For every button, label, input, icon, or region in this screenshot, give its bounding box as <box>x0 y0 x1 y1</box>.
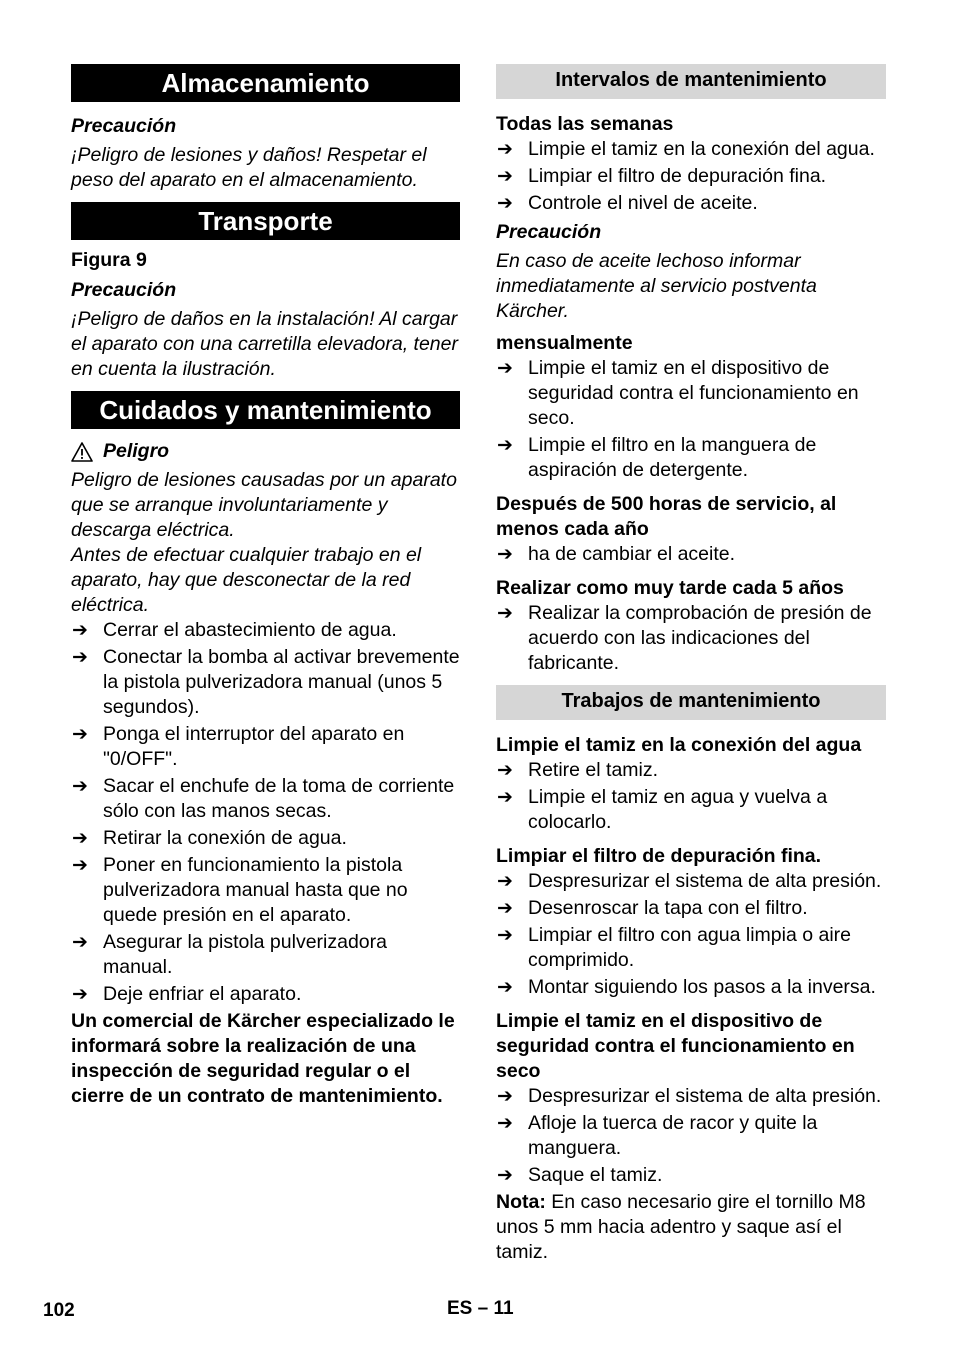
maintenance-contract-note: Un comercial de Kärcher especializado le informará sobre la realización de una inspección de seguridad regular o el cierre de un contrato de mantenimiento. <box>71 1010 455 1107</box>
heading-trabajos: Trabajos de mantenimiento <box>496 685 886 720</box>
list-item: ➔ Poner en funcionamiento la pistola pulverizadora manual hasta que no quede presión en el aparato. <box>72 854 408 926</box>
list-item: ➔ Controle el nivel de aceite. <box>497 192 758 214</box>
arrow-right-icon: ➔ <box>497 1086 513 1107</box>
language-code: ES <box>447 1298 473 1319</box>
subheading-tamiz: Limpie el tamiz en la conexión del agua <box>496 734 862 756</box>
list-item: ➔ Limpie el tamiz en el dispositivo de seguridad contra el funcionamiento en seco. <box>497 357 859 429</box>
arrow-right-icon: ➔ <box>72 984 88 1005</box>
page-footer-label <box>447 1296 514 1321</box>
section-page: – 11 <box>477 1298 514 1319</box>
right-column <box>496 64 886 1265</box>
arrow-right-icon: ➔ <box>497 977 513 998</box>
five-years-list <box>496 601 886 676</box>
list-item: ➔ Sacar el enchufe de la toma de corriente sólo con las manos secas. <box>72 775 455 822</box>
heading-intervalos: Intervalos de mantenimiento <box>496 64 886 99</box>
list-item: ➔ ha de cambiar el aceite. <box>497 543 736 565</box>
subheading-weekly: Todas las semanas <box>496 113 674 135</box>
arrow-right-icon: ➔ <box>497 139 513 160</box>
caution-text: ¡Peligro de lesiones y daños! Respetar el peso del aparato en el almacenamiento. <box>71 144 427 191</box>
list-item: ➔ Montar siguiendo los pasos a la inversa. <box>497 976 876 998</box>
subheading-500-hours: Después de 500 horas de servicio, al menos cada año <box>496 493 837 540</box>
danger-label-row <box>71 439 460 464</box>
list-item: ➔ Saque el tamiz. <box>497 1164 663 1186</box>
weekly-list <box>496 137 886 216</box>
safety-steps-list <box>71 618 460 1007</box>
caution-text: ¡Peligro de daños en la instalación! Al cargar el aparato con una carretilla elevadora, tener en cuenta la ilustración. <box>71 308 458 380</box>
danger-text: Antes de efectuar cualquier trabajo en el aparato, hay que desconectar de la red eléctrica. <box>71 544 422 616</box>
arrow-right-icon: ➔ <box>72 855 88 876</box>
arrow-right-icon: ➔ <box>497 1113 513 1134</box>
note-label: Nota: <box>496 1191 546 1213</box>
list-item: ➔ Realizar la comprobación de presión de acuerdo con las indicaciones del fabricante. <box>497 602 872 674</box>
page-number: 102 <box>43 1300 75 1321</box>
arrow-right-icon: ➔ <box>497 760 513 781</box>
list-item: ➔ Limpie el filtro en la manguera de aspiración de detergente. <box>497 434 817 481</box>
arrow-right-icon: ➔ <box>497 898 513 919</box>
subheading-seco: Limpie el tamiz en el dispositivo de seguridad contra el funcionamiento en seco <box>496 1010 855 1082</box>
arrow-right-icon: ➔ <box>497 871 513 892</box>
arrow-right-icon: ➔ <box>497 544 513 565</box>
arrow-right-icon: ➔ <box>72 932 88 953</box>
arrow-right-icon: ➔ <box>497 1165 513 1186</box>
list-item: ➔ Conectar la bomba al activar brevemente la pistola pulverizadora manual (unos 5 segundos). <box>72 646 460 718</box>
arrow-right-icon: ➔ <box>497 925 513 946</box>
arrow-right-icon: ➔ <box>72 620 88 641</box>
list-item: ➔ Deje enfriar el aparato. <box>72 983 302 1005</box>
arrow-right-icon: ➔ <box>497 603 513 624</box>
list-item: ➔ Limpiar el filtro de depuración fina. <box>497 165 827 187</box>
list-item: ➔ Retirar la conexión de agua. <box>72 827 347 849</box>
warning-triangle-icon <box>71 442 93 462</box>
list-item: ➔ Asegurar la pistola pulverizadora manual. <box>72 931 387 978</box>
list-item: ➔ Ponga el interruptor del aparato en "0/OFF". <box>72 723 405 770</box>
list-item: ➔ Retire el tamiz. <box>497 759 659 781</box>
after-500-list <box>496 542 886 567</box>
list-item: ➔ Afloje la tuerca de racor y quite la manguera. <box>497 1112 818 1159</box>
figure-reference: Figura 9 <box>71 249 147 271</box>
heading-transporte: Transporte <box>71 202 460 240</box>
caution-text: En caso de aceite lechoso informar inmediatamente al servicio postventa Kärcher. <box>496 250 817 322</box>
left-column <box>71 64 460 1109</box>
monthly-list <box>496 356 886 483</box>
filtro-list <box>496 869 886 1000</box>
list-item: ➔ Despresurizar el sistema de alta presión. <box>497 870 882 892</box>
danger-label: Peligro <box>103 440 170 462</box>
arrow-right-icon: ➔ <box>497 435 513 456</box>
caution-label: Precaución <box>496 221 602 243</box>
caution-label: Precaución <box>71 279 177 301</box>
list-item: ➔ Cerrar el abastecimiento de agua. <box>72 619 397 641</box>
list-item: ➔ Desenroscar la tapa con el filtro. <box>497 897 808 919</box>
list-item: ➔ Limpie el tamiz en agua y vuelva a colocarlo. <box>497 786 828 833</box>
arrow-right-icon: ➔ <box>72 776 88 797</box>
list-item: ➔ Limpiar el filtro con agua limpia o aire comprimido. <box>497 924 851 971</box>
arrow-right-icon: ➔ <box>72 647 88 668</box>
arrow-right-icon: ➔ <box>497 787 513 808</box>
heading-almacenamiento: Almacenamiento <box>71 64 460 102</box>
subheading-monthly: mensualmente <box>496 332 633 354</box>
subheading-filtro: Limpiar el filtro de depuración fina. <box>496 845 822 867</box>
arrow-right-icon: ➔ <box>72 724 88 745</box>
arrow-right-icon: ➔ <box>72 828 88 849</box>
subheading-5-years: Realizar como muy tarde cada 5 años <box>496 577 844 599</box>
tamiz-list <box>496 758 886 835</box>
arrow-right-icon: ➔ <box>497 166 513 187</box>
caution-label: Precaución <box>71 115 177 137</box>
seco-list <box>496 1084 886 1188</box>
arrow-right-icon: ➔ <box>497 193 513 214</box>
heading-cuidados: Cuidados y mantenimiento <box>71 391 460 429</box>
danger-text: Peligro de lesiones causadas por un aparato que se arranque involuntariamente y descarga eléctrica. <box>71 469 457 541</box>
note-text: En caso necesario gire el tornillo M8 unos 5 mm hacia adentro y saque así el tamiz. <box>496 1191 866 1263</box>
note-paragraph <box>496 1190 886 1265</box>
list-item: ➔ Limpie el tamiz en la conexión del agua. <box>497 138 875 160</box>
arrow-right-icon: ➔ <box>497 358 513 379</box>
list-item: ➔ Despresurizar el sistema de alta presión. <box>497 1085 882 1107</box>
